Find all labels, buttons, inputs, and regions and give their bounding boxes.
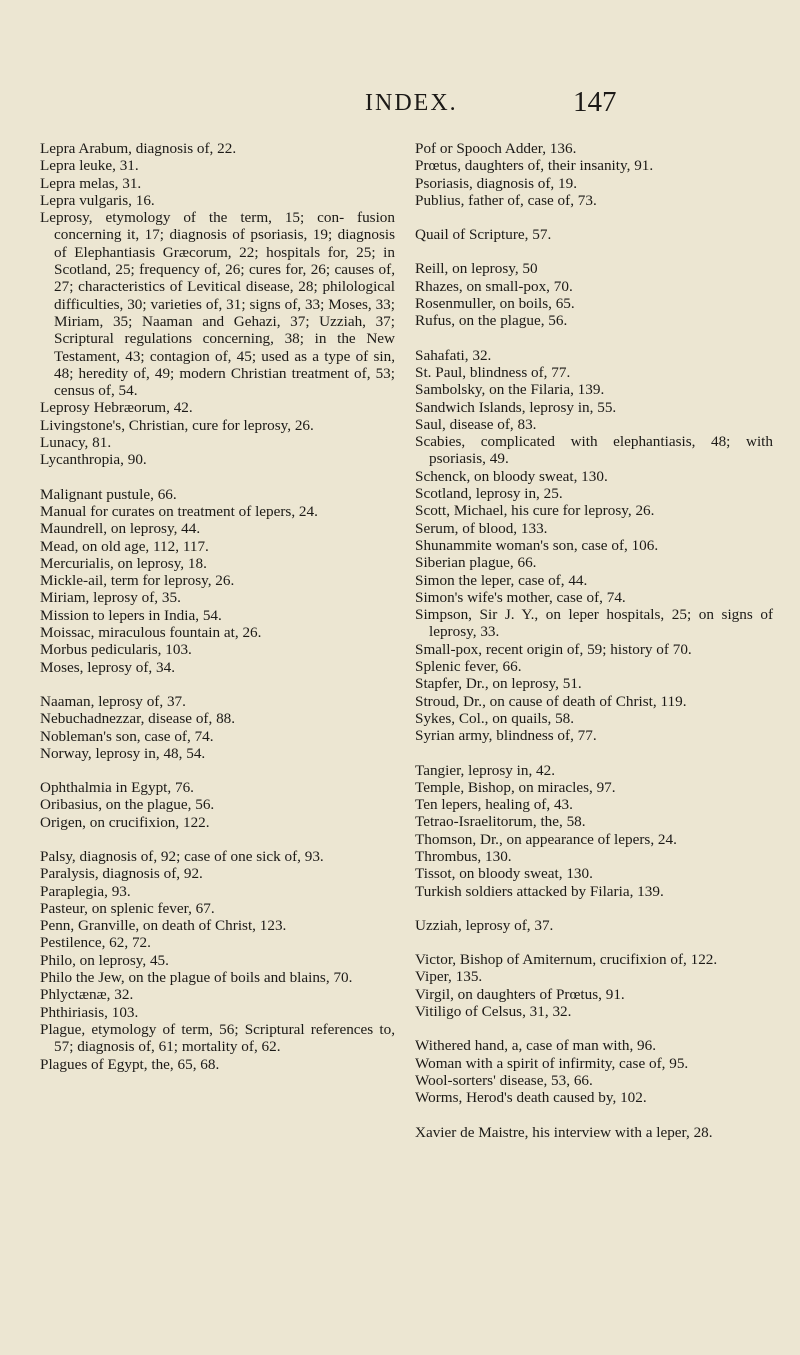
index-entry: Nebuchadnezzar, disease of, 88.	[40, 710, 236, 728]
index-entry: Rosenmuller, on boils, 65.	[415, 295, 575, 313]
index-entry: Woman with a spirit of infirmity, case of, 95.	[415, 1054, 689, 1072]
index-entry: Simon the leper, case of, 44.	[415, 571, 588, 589]
index-entry: Ophthalmia in Egypt, 76.	[40, 779, 194, 797]
letter-section-gap	[415, 1107, 773, 1124]
index-entry: Thrombus, 130.	[415, 847, 512, 865]
index-entry: Reill, on leprosy, 50	[415, 260, 538, 278]
index-entry: Lepra vulgaris, 16.	[40, 191, 155, 209]
index-entry: Rhazes, on small-pox, 70.	[415, 277, 573, 295]
index-entry: Ten lepers, healing of, 43.	[415, 796, 573, 814]
index-entry: Palsy, diagnosis of, 92; case of one sick of, 93.	[40, 847, 324, 865]
index-entry: Sykes, Col., on quails, 58.	[415, 709, 575, 727]
index-entry: Morbus pedicularis, 103.	[40, 641, 192, 659]
index-entry: Shunammite woman's son, case of, 106.	[415, 536, 659, 554]
index-entry: Plague, etymology of term, 56; Scriptural references to, 57; diagnosis of, 61; mortality of, 62.	[40, 1020, 395, 1056]
index-entry: Moissac, miraculous fountain at, 26.	[40, 624, 262, 642]
index-entry: Sandwich Islands, leprosy in, 55.	[415, 398, 617, 416]
index-entry: Stapfer, Dr., on leprosy, 51.	[415, 675, 582, 693]
index-entry: Schenck, on bloody sweat, 130.	[415, 467, 608, 485]
index-entry: Leprosy, etymology of the term, 15; con- fusion concerning it, 17; diagnosis of psoriasis, 19; diagnosis of Elephantiasis Græcorum, 22; hospitals for, 25; in Scotland, 25; frequency of, 26; cures for, 26; causes of, 27; characteristics of Levitical disease, 28; philological difficulties, 30; varieties of, 31; signs of, 33; Moses, 33; Miriam, 35; Naaman and Gehazi, 37; Uzziah, 37; Scriptural regulations concerning, 38; in the New Testament, 43; contagion of, 45; used as a type of sin, 48; heredity of, 49; modern Christian treatment of, 53; census of, 54.	[40, 209, 395, 400]
index-entry: Paraplegia, 93.	[40, 882, 131, 900]
index-entry: St. Paul, blindness of, 77.	[415, 363, 571, 381]
index-entry: Oribasius, on the plague, 56.	[40, 796, 215, 814]
index-entry: Origen, on crucifixion, 122.	[40, 813, 210, 831]
index-entry: Leprosy Hebræorum, 42.	[40, 399, 193, 417]
index-column-left	[40, 140, 395, 1073]
index-entry: Turkish soldiers attacked by Filaria, 139.	[415, 882, 664, 900]
index-entry: Saul, disease of, 83.	[415, 415, 537, 433]
index-column-right	[415, 140, 773, 1141]
index-entry: Virgil, on daughters of Prœtus, 91.	[415, 985, 625, 1003]
index-entry: Scabies, complicated with elephantiasis, 48; with psoriasis, 49.	[415, 433, 773, 468]
index-entry: Livingstone's, Christian, cure for leprosy, 26.	[40, 416, 314, 434]
index-entry: Uzziah, leprosy of, 37.	[415, 916, 554, 934]
index-entry: Psoriasis, diagnosis of, 19.	[415, 174, 578, 192]
index-entry: Syrian army, blindness of, 77.	[415, 727, 597, 745]
index-entry: Tissot, on bloody sweat, 130.	[415, 865, 593, 883]
letter-section-gap	[415, 209, 773, 226]
index-entry: Plagues of Egypt, the, 65, 68.	[40, 1055, 220, 1073]
index-entry: Maundrell, on leprosy, 44.	[40, 520, 201, 538]
index-entry: Mead, on old age, 112, 117.	[40, 537, 209, 555]
index-entry: Simon's wife's mother, case of, 74.	[415, 588, 626, 606]
index-entry: Siberian plague, 66.	[415, 554, 537, 572]
page-number: 147	[573, 86, 617, 118]
index-entry: Phlyctænæ, 32.	[40, 986, 134, 1004]
index-entry: Simpson, Sir J. Y., on leper hospitals, 25; on signs of leprosy, 33.	[415, 606, 773, 641]
index-entry: Norway, leprosy in, 48, 54.	[40, 744, 206, 762]
index-entry: Lepra Arabum, diagnosis of, 22.	[40, 140, 237, 157]
index-entry: Mickle-ail, term for leprosy, 26.	[40, 572, 235, 590]
index-entry: Pestilence, 62, 72.	[40, 934, 151, 952]
index-entry: Rufus, on the plague, 56.	[415, 312, 568, 330]
index-entry: Tangier, leprosy in, 42.	[415, 761, 556, 779]
index-entry: Mission to lepers in India, 54.	[40, 606, 222, 624]
index-entry: Viper, 135.	[415, 968, 483, 986]
index-entry: Nobleman's son, case of, 74.	[40, 727, 214, 745]
index-entry: Malignant pustule, 66.	[40, 485, 177, 503]
index-entry: Manual for curates on treatment of lepers, 24.	[40, 502, 318, 520]
index-entry: Withered hand, a, case of man with, 96.	[415, 1037, 657, 1055]
letter-section-gap	[415, 745, 773, 762]
index-entry: Moses, leprosy of, 34.	[40, 658, 175, 676]
index-entry: Sambolsky, on the Filaria, 139.	[415, 381, 605, 399]
index-entry: Mercurialis, on leprosy, 18.	[40, 554, 207, 572]
index-entry: Lycanthropia, 90.	[40, 451, 147, 469]
index-entry: Miriam, leprosy of, 35.	[40, 589, 181, 607]
index-entry: Naaman, leprosy of, 37.	[40, 692, 186, 710]
index-entry: Thomson, Dr., on appearance of lepers, 24.	[415, 830, 677, 848]
letter-section-gap	[415, 330, 773, 347]
index-entry: Philo, on leprosy, 45.	[40, 951, 169, 969]
index-entry: Stroud, Dr., on cause of death of Christ, 119.	[415, 692, 687, 710]
index-entry: Scotland, leprosy in, 25.	[415, 485, 563, 503]
index-entry: Splenic fever, 66.	[415, 658, 522, 676]
index-entry: Serum, of blood, 133.	[415, 519, 548, 537]
letter-section-gap	[40, 676, 395, 693]
letter-section-gap	[40, 762, 395, 779]
index-entry: Xavier de Maistre, his interview with a leper, 28.	[415, 1123, 713, 1141]
letter-section-gap	[415, 934, 773, 951]
index-entry: Lepra leuke, 31.	[40, 157, 139, 175]
index-entry: Worms, Herod's death caused by, 102.	[415, 1089, 647, 1107]
index-entry: Lunacy, 81.	[40, 434, 112, 452]
index-entry: Small-pox, recent origin of, 59; history of 70.	[415, 640, 692, 658]
index-entry: Publius, father of, case of, 73.	[415, 191, 597, 209]
letter-section-gap	[415, 243, 773, 260]
index-entry: Temple, Bishop, on miracles, 97.	[415, 778, 616, 796]
letter-section-gap	[40, 469, 395, 486]
index-entry: Philo the Jew, on the plague of boils and blains, 70.	[40, 969, 353, 987]
index-entry: Paralysis, diagnosis of, 92.	[40, 865, 203, 883]
index-entry: Sahafati, 32.	[415, 346, 492, 364]
index-entry: Quail of Scripture, 57.	[415, 226, 552, 244]
index-entry: Penn, Granville, on death of Christ, 123.	[40, 917, 287, 935]
running-title: INDEX.	[365, 90, 458, 116]
index-entry: Pof or Spooch Adder, 136.	[415, 140, 577, 157]
index-entry: Wool-sorters' disease, 53, 66.	[415, 1071, 593, 1089]
letter-section-gap	[40, 831, 395, 848]
index-entry: Scott, Michael, his cure for leprosy, 26.	[415, 502, 655, 520]
letter-section-gap	[415, 900, 773, 917]
index-entry: Phthiriasis, 103.	[40, 1003, 139, 1021]
index-entry: Prœtus, daughters of, their insanity, 91.	[415, 157, 654, 175]
index-entry: Tetrao-Israelitorum, the, 58.	[415, 813, 586, 831]
index-entry: Victor, Bishop of Amiternum, crucifixion of, 122.	[415, 951, 718, 969]
index-entry: Pasteur, on splenic fever, 67.	[40, 899, 215, 917]
index-entry: Vitiligo of Celsus, 31, 32.	[415, 1003, 572, 1021]
letter-section-gap	[415, 1020, 773, 1037]
index-entry: Lepra melas, 31.	[40, 174, 142, 192]
page-header	[0, 86, 800, 126]
